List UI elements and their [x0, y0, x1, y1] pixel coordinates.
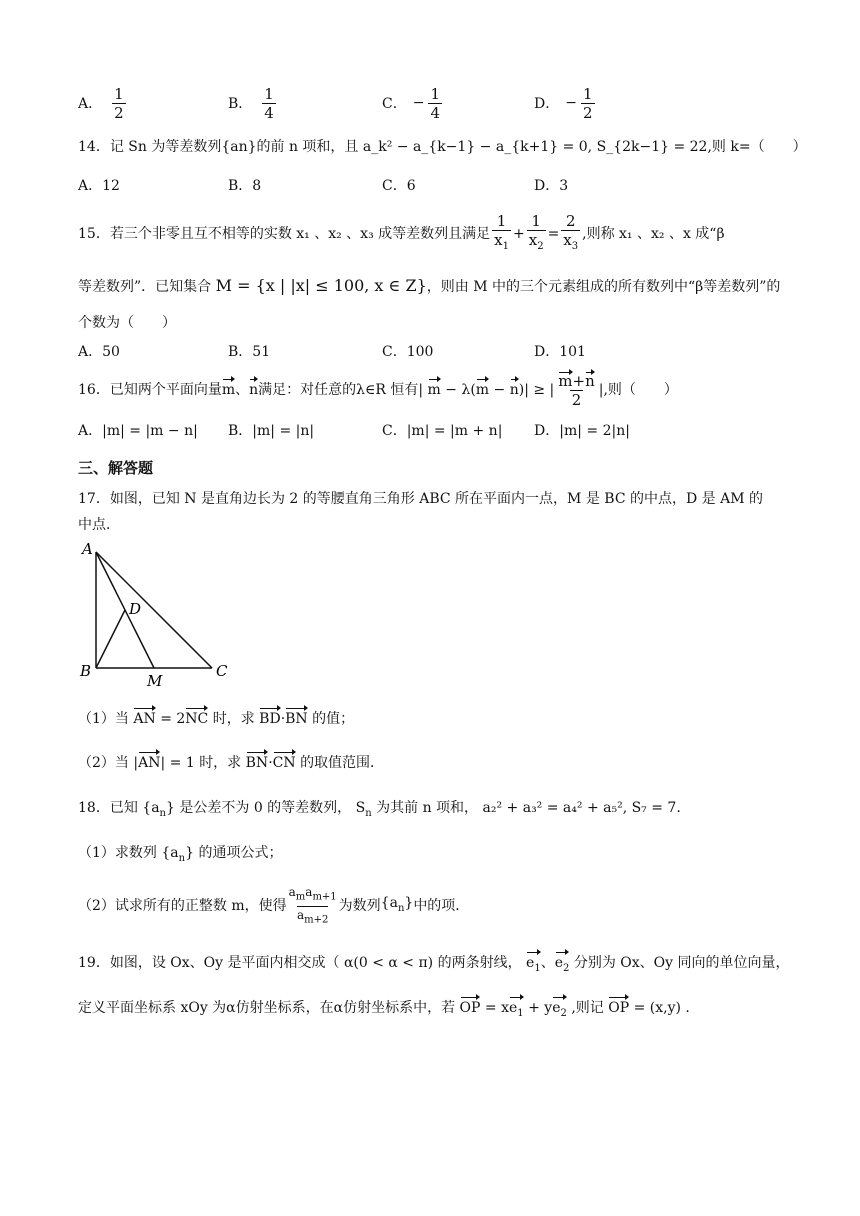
q14-stem: 14．记 Sn 为等差数列{an}的前 n 项和，且 a_k² − a_{k−1} − a_{k+1} = 0, S_{2k−1} = 22,则 k=（ ） [78, 139, 807, 155]
q15-option-a: A．50 [78, 344, 120, 360]
section-heading: 三、解答题 [78, 459, 154, 477]
q15-line3: 个数为（ ） [78, 315, 176, 331]
q17-part2: （2）当 |AN| = 1 时，求 BN·CN 的取值范围． [78, 752, 384, 774]
label-c: C [216, 662, 228, 680]
fraction: $\frac{1}{4}$ [430, 84, 440, 122]
fraction: $\frac{m+n}{2}$ [558, 371, 595, 409]
q14-option-b: B．8 [228, 178, 262, 194]
q15-line2: 等差数列”．已知集合 M = {x | |x| ≤ 100, x ∈ Z}，则由 M 中的三个元素组成的所有数列中“β等差数列”的 [78, 276, 781, 295]
q14-option-a: A．12 [78, 178, 120, 194]
label-a: A [82, 540, 93, 558]
fraction: $\frac{2}{x_3}$ [561, 212, 580, 256]
q13-option-b: B． $\frac{1}{4}$ [228, 84, 274, 122]
q18-part2: （2）试求所有的正整数 m，使得 $\frac{a_ma_{m+1}}{a_{m+2}}$ 为数列 $\{a_n\}$ 中的项． [78, 882, 469, 930]
q13-options [78, 78, 778, 128]
fraction: $\frac{1}{x_1}$ [492, 212, 511, 256]
q16-option-a: A．|m| = |m − n| [78, 423, 198, 439]
fraction: $\frac{1}{2}$ [582, 84, 593, 122]
q15-option-c: C．100 [382, 344, 434, 360]
q13-option-c: C． − $\frac{1}{4}$ [382, 84, 440, 122]
q16-option-b: B．|m| = |n| [228, 423, 315, 439]
q17-part1: （1）当 AN = 2NC 时，求 BD·BN 的值； [78, 708, 354, 730]
q13-option-d: D． − $\frac{1}{2}$ [534, 84, 593, 122]
q16-option-d: D．|m| = 2|n| [534, 423, 630, 439]
label-b: B [80, 662, 92, 680]
fraction: $\frac{1}{2}$ [114, 84, 124, 122]
triangle-figure [78, 538, 238, 688]
q15-line1: 15．若三个非零且互不相等的实数 x₁ 、x₂ 、x₃ 成等差数列且满足 $\frac{1}{x_1}$ + $\frac{1}{x_2}$ = $\frac{2}{x_3}$ ,则称 x₁ 、x₂ 、x 成“β [78, 212, 725, 256]
q17-line1: 17．如图，已知 N 是直角边长为 2 的等腰直角三角形 ABC 所在平面内一点，M 是 BC 的中点，D 是 AM 的 [78, 491, 764, 507]
segment-bd [96, 610, 125, 668]
fraction: $\frac{a_ma_{m+1}}{a_{m+2}}$ [289, 884, 337, 928]
q13-option-a: A． $\frac{1}{2}$ [78, 84, 124, 122]
q14-option-c: C．6 [382, 178, 416, 194]
q17-line2: 中点． [78, 517, 120, 533]
label-m: M [147, 672, 163, 688]
q19-line1: 19．如图，设 Ox、Oy 是平面内相交成（ α(0 < α < π) 的两条射线， $e_1$、$e_2$ 分别为 Ox、Oy 同向的单位向量， [78, 952, 790, 980]
edge-ac [96, 552, 212, 668]
q18-line1: 18．已知 $\{a_n\}$ 是公差不为 0 的等差数列， $S_n$ 为其前 n 项和， a₂² + a₃² = a₄² + a₅², S₇ = 7. [78, 800, 681, 819]
q18-part1: （1）求数列 $\{a_n\}$ 的通项公式； [78, 845, 283, 864]
q16-stem: 16．已知两个平面向量 m、n 满足：对任意的λ∈R 恒有 | m − λ(m − n)| ≥ | $\frac{m+n}{2}$ | ,则（ ） [78, 371, 678, 409]
fraction: $\frac{1}{x_2}$ [527, 212, 546, 256]
q15-option-d: D．101 [534, 344, 586, 360]
label-d: D [129, 600, 142, 618]
q15-option-b: B．51 [228, 344, 271, 360]
q14-option-d: D．3 [534, 178, 569, 194]
q16-option-c: C．|m| = |m + n| [382, 423, 503, 439]
q19-line2: 定义平面坐标系 xOy 为α仿射坐标系，在α仿射坐标系中，若 OP = $xe_1 + ye_2$ ,则记 OP = (x,y) . [78, 997, 690, 1025]
fraction: $\frac{1}{4}$ [264, 84, 274, 122]
